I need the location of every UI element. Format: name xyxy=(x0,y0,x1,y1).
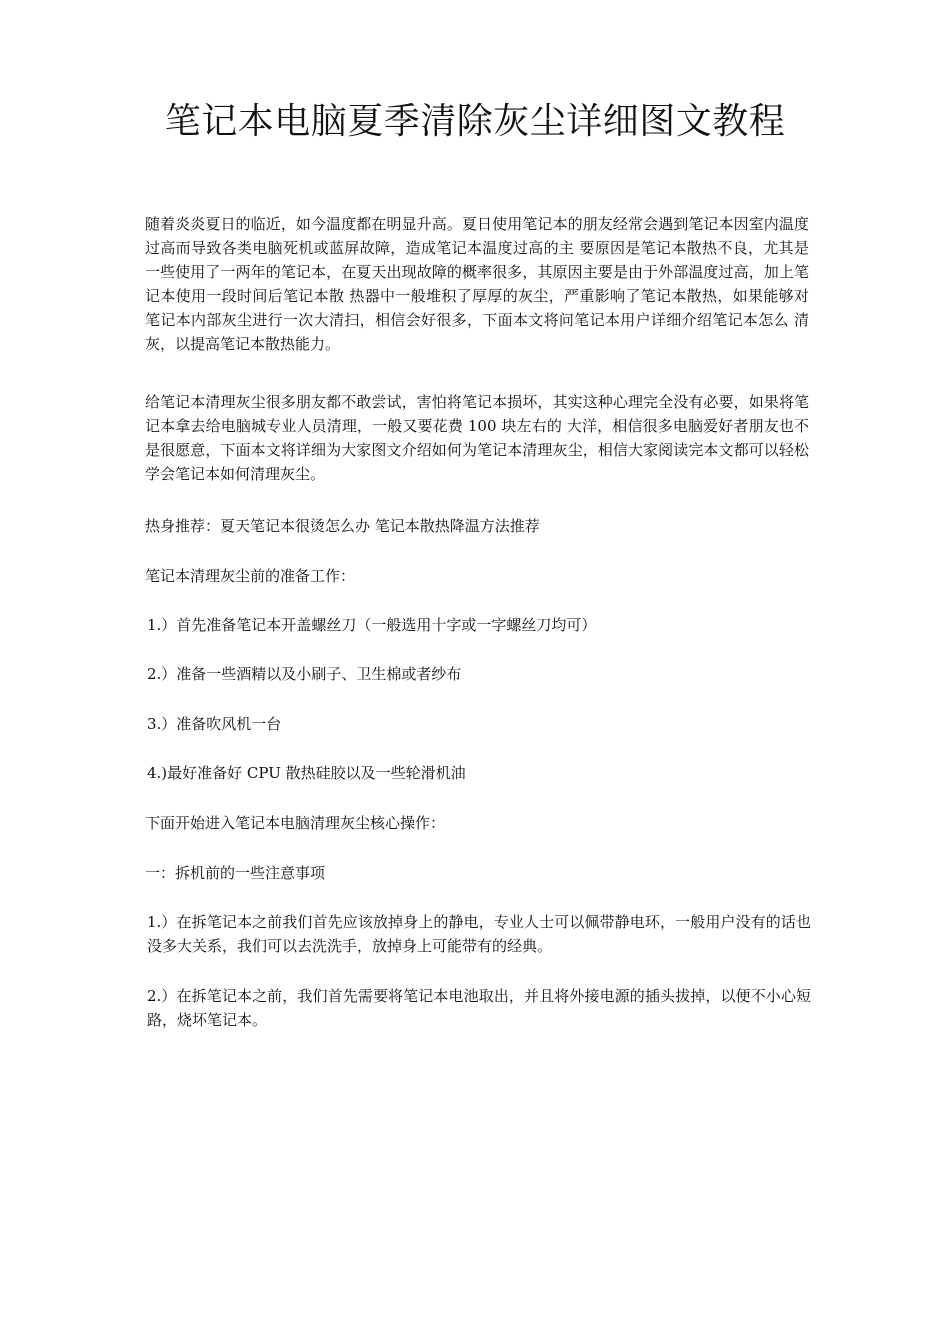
recommendation-line: 热身推荐：夏天笔记本很烫怎么办 笔记本散热降温方法推荐 xyxy=(145,517,540,535)
intro-paragraph: 随着炎炎夏日的临近，如今温度都在明显升高。夏日使用笔记本的朋友经常会遇到笔记本因室内温度过高而导致各类电脑死机或蓝屏故障，造成笔记本温度过高的主 要原因是笔记本散热不良，尤其是一些使用了一两年的笔记本，在夏天出现故障的概率很多，其原因主要是由于外部温度过高，加上笔记本使用一段时间后笔记本散 热器中一般堆积了厚厚的灰尘，严重影响了笔记本散热，如果能够对笔记本内部灰尘进行一次大清扫，相信会好很多，下面本文将问笔记本用户详细介绍笔记本怎么 清灰，以提高笔记本散热能力。 xyxy=(145,215,809,353)
core-operation-heading: 下面开始进入笔记本电脑清理灰尘核心操作： xyxy=(145,814,446,832)
section-one-heading: 一：拆机前的一些注意事项 xyxy=(145,864,326,882)
document-title: 笔记本电脑夏季清除灰尘详细图文教程 xyxy=(164,101,786,142)
preparation-item-1: 1.）首先准备笔记本开盖螺丝刀（一般选用十字或一字螺丝刀均可） xyxy=(147,616,597,634)
precaution-item-1: 1.）在拆笔记本之前我们首先应该放掉身上的静电，专业人士可以佩带静电环，一般用户没有的话也没多大关系，我们可以去洗洗手，放掉身上可能带有的经典。 xyxy=(147,913,811,955)
preparation-item-2: 2.）准备一些酒精以及小刷子、卫生棉或者纱布 xyxy=(147,665,462,683)
second-paragraph: 给笔记本清理灰尘很多朋友都不敢尝试，害怕将笔记本损坏，其实这种心理完全没有必要，如果将笔记本拿去给电脑城专业人员清理，一般又要花费 100 块左右的 大洋，相信很多电脑爱好者朋友也不是很愿意，下面本文将详细为大家图文介绍如何为笔记本清理灰尘，相信大家阅读完本文都可以轻松学会笔记本如何清理灰尘。 xyxy=(145,393,809,483)
precaution-item-2: 2.）在拆笔记本之前，我们首先需要将笔记本电池取出，并且将外接电源的插头拔掉，以便不小心短路，烧坏笔记本。 xyxy=(147,987,811,1029)
preparation-item-4: 4.)最好准备好 CPU 散热硅胶以及一些轮滑机油 xyxy=(147,764,466,782)
preparation-item-3: 3.）准备吹风机一台 xyxy=(147,715,282,733)
preparation-heading: 笔记本清理灰尘前的准备工作： xyxy=(145,567,356,585)
